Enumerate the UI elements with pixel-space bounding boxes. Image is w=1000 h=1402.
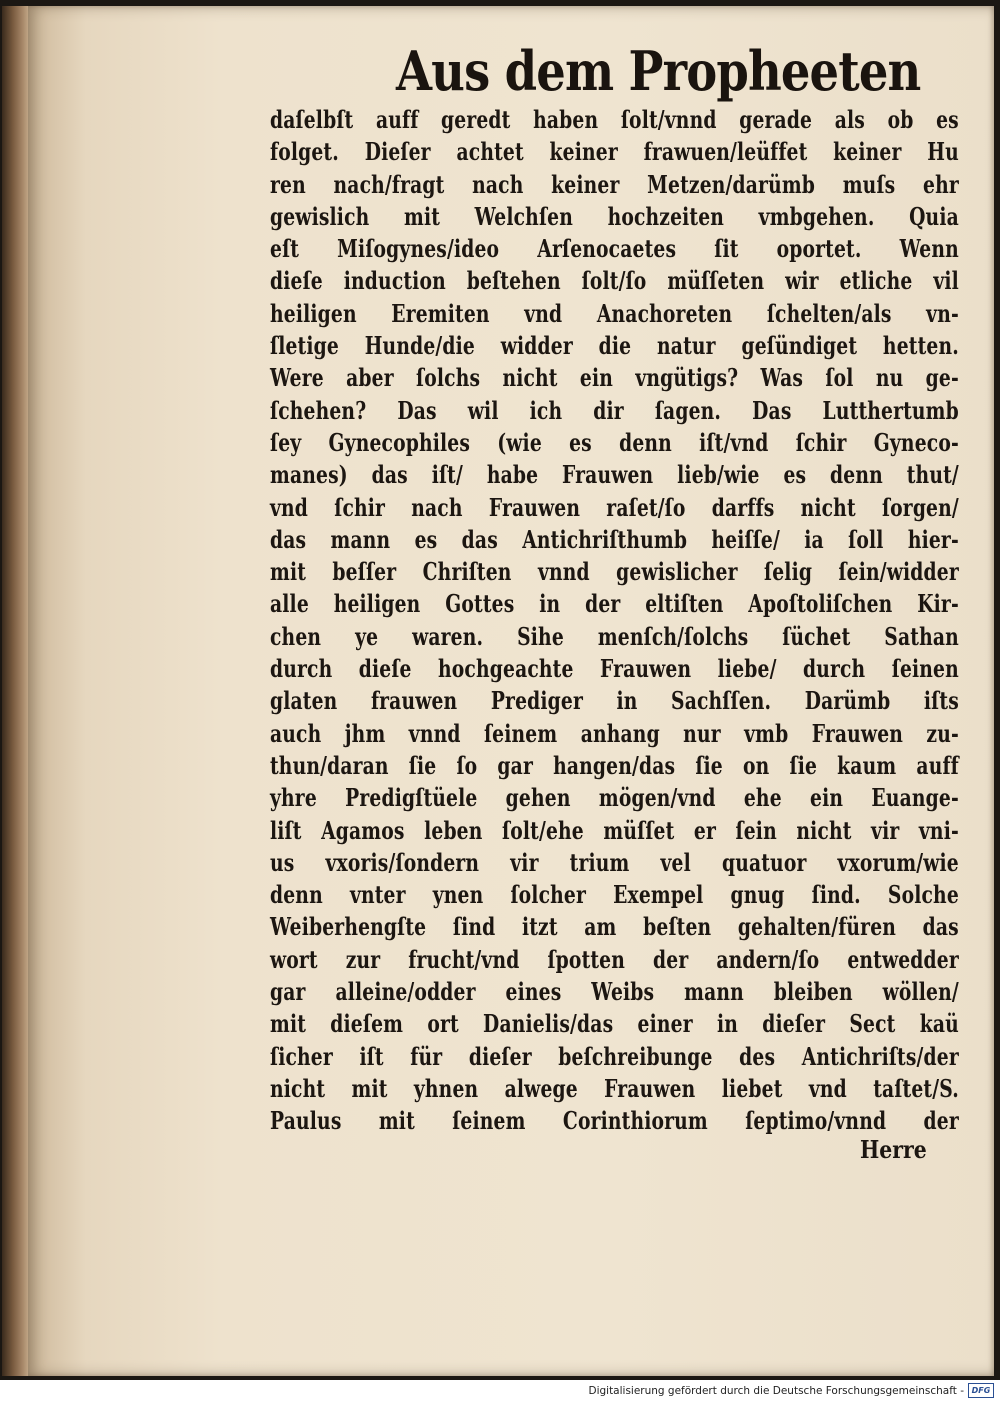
text-line: denn vnter ynen ſolcher Exempel gnug ſind. Solche (270, 880, 959, 910)
footer-bar (0, 1380, 1000, 1402)
text-line: us vxoris/ſondern vir trium vel quatuor vxorum/wie (270, 847, 959, 877)
text-line: thun/daran ſie ſo gar hangen/das ſie on ſie kaum auff (270, 750, 959, 780)
text-line: ſey Gynecophiles (wie es denn iſt/vnd ſchir Gyneco- (270, 427, 959, 457)
text-line: alle heiligen Gottes in der eltiſten Apoſtoliſchen Kir- (270, 589, 959, 619)
body-text (270, 104, 960, 1138)
text-line: yhre Predigſtüele gehen mögen/vnd ehe ein Euange- (270, 783, 959, 813)
text-line: das mann es das Antichriſthumb heiſſe/ ia ſoll hier- (270, 524, 959, 554)
text-line: heiligen Eremiten vnd Anachoreten ſchelten/als vn- (270, 298, 959, 328)
book-spine-edge (2, 6, 30, 1376)
text-line: ſicher iſt für dieſer beſchreibunge des Antichriſts/der (270, 1041, 959, 1071)
text-line: glaten frauwen Prediger in Sachſſen. Darümb iſts (270, 686, 959, 716)
text-line: chen ye waren. Sihe menſch/ſolchs ſüchet Sathan (270, 621, 959, 651)
running-head: Aus dem Propheeten (396, 39, 921, 103)
text-line: Paulus mit ſeinem Corinthiorum ſeptimo/vnnd der (270, 1106, 959, 1136)
text-line: gewislich mit Welchſen hochzeiten vmbgehen. Quia (270, 201, 959, 231)
text-line: liſt Agamos leben ſolt/ehe müſſet er ſein nicht vir vni- (270, 815, 959, 845)
text-line: folget. Dieſer achtet keiner frawuen/leüffet keiner Hu (270, 137, 959, 167)
catchword: Herre (860, 1135, 927, 1164)
text-line: eſt Miſogynes/ideo Arſenocaetes ſit oportet. Wenn (270, 234, 959, 264)
text-line: mit dieſem ort Danielis/das einer in dieſer Sect kaü (270, 1009, 959, 1039)
text-line: vnd ſchir nach Frauwen raſet/ſo darffs nicht ſorgen/ (270, 492, 959, 522)
dfg-logo-icon: DFG (968, 1383, 994, 1398)
text-line: auch jhm vnnd ſeinem anhang nur vmb Frauwen zu- (270, 718, 959, 748)
text-line: wort zur frucht/vnd ſpotten der andern/ſo entwedder (270, 944, 959, 974)
text-line: nicht mit yhnen alwege Frauwen liebet vnd taſtet/S. (270, 1073, 959, 1103)
text-line: dieſe induction beſtehen ſolt/ſo müſſeten wir etliche vil (270, 266, 959, 296)
funding-credit: Digitalisierung gefördert durch die Deutsche Forschungsgemeinschaft - (588, 1385, 964, 1397)
text-line: ren nach/fragt nach keiner Metzen/darümb muſs ehr (270, 169, 959, 199)
text-line: durch dieſe hochgeachte Frauwen liebe/ durch ſeinen (270, 654, 959, 684)
text-line: mit beſſer Chriſten vnnd gewislicher ſelig ſein/widder (270, 557, 959, 587)
text-line: Were aber ſolchs nicht ein vngütigs? Was ſol nu ge- (270, 363, 959, 393)
text-line: ſchehen? Das wil ich dir ſagen. Das Lutthertumb (270, 395, 959, 425)
text-line: Weiberhengſte ſind itzt am beſten gehalten/füren das (270, 912, 959, 942)
text-line: daſelbſt auff geredt haben ſolt/vnnd gerade als ob es (270, 105, 959, 134)
text-line: gar alleine/odder eines Weibs mann bleiben wöllen/ (270, 977, 959, 1007)
text-line: ſletige Hunde/die widder die natur geſündiget hetten. (270, 331, 959, 361)
text-line: manes) das iſt/ habe Frauwen lieb/wie es denn thut/ (270, 460, 959, 490)
